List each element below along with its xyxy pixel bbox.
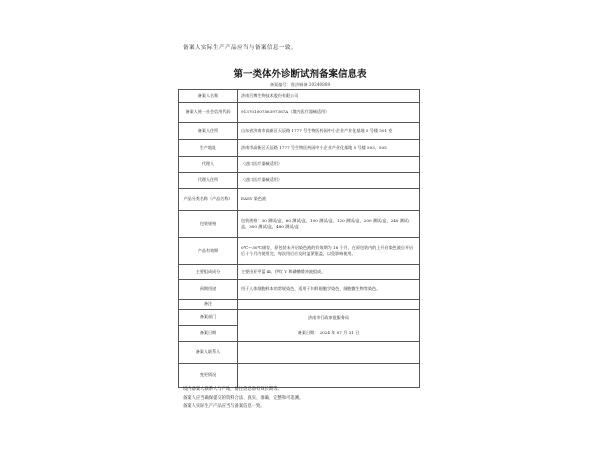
table-row-5-value: （进口医疗器械适用） [238, 157, 420, 173]
table-row-9-label: 产品有效期 [179, 238, 238, 265]
table-row-11 [179, 280, 420, 300]
table-row-11-value: 用于人体细胞样本的常规染色，适用于妇科细胞学染色、细胞微生物等染色。 [238, 280, 420, 300]
authority-dept-value: 济南市行政审批服务局 [238, 310, 420, 326]
table-row-10 [179, 265, 420, 280]
footnote-2: 备案人应当确保提交的资料合法、真实、准确、完整和可追溯。 [183, 395, 304, 401]
table-row-change-label: 变更情况 [179, 364, 238, 388]
authority-date-value: 备案日期： 2024 年 07 月 31 日 [238, 326, 420, 342]
table-row-3 [179, 123, 420, 140]
record-info-body [179, 90, 420, 388]
table-row-10-value: 主要由亚甲蓝 Ⅲ、伊红 Y 和磷酸缓冲液组成。 [238, 265, 420, 280]
table-row-4-value: 济南市高新区天辰路 1777 号生物医药园中小企业产业化基地 5 号楼 503、505 [238, 140, 420, 157]
table-row-history-label: 备案人联系人 [179, 342, 238, 364]
table-row-4-label: 生产地址 [179, 140, 238, 157]
table-row-2-value: 91370100756397387A（境内医疗器械适用） [238, 103, 420, 123]
table-row-6-value: （进口医疗器械适用） [238, 173, 420, 189]
table-row-change-value [238, 364, 420, 388]
table-row-7-value: EASY 染色液 [238, 189, 420, 211]
table-row-2-label: 备案人统一社会信用代码 [179, 103, 238, 123]
document-title: 第一类体外诊断试剂备案信息表 [233, 69, 367, 80]
table-row-9-value: 0℃～30℃储存，原包装未开启染色液的有效期为 18 个月，在原包装内的上开启染色液自开启后十个月内使用完，每次用后应及时盖紧瓶盖，以免影响使用。 [238, 238, 420, 265]
table-row-11-label: 预期用途 [179, 280, 238, 300]
table-row-6-label: 代理人住所 [179, 173, 238, 189]
table-row-7 [179, 189, 420, 211]
footnote-3: 备案人实际生产产品应当与备案信息一致。 [183, 404, 265, 409]
table-row-10-label: 主要组成成分 [179, 265, 238, 280]
table-row-8-label: 包装规格 [179, 211, 238, 238]
footnote-1: 境内备案人联系人与产地，备注信息备有效长期等。 [183, 387, 282, 392]
table-row-6 [179, 173, 420, 189]
authority-dept-label: 备案部门 [179, 310, 238, 326]
table-row-12-value [238, 300, 420, 310]
table-row-12 [179, 300, 420, 310]
table-row-history-value [238, 342, 420, 364]
table-row-2 [179, 103, 420, 123]
record-info-table [178, 89, 420, 388]
top-note: 备案人实际生产产品应当与备案信息一致。 [183, 45, 297, 51]
table-row-7-label: 产品分类名称（产品名称） [179, 189, 238, 211]
table-row-1 [179, 90, 420, 103]
table-row-3-label: 备案人住所 [179, 123, 238, 140]
table-row-change [179, 364, 420, 388]
table-row-4 [179, 140, 420, 157]
table-row-3-value: 山东省济南市高新区天辰路 1777 号生物医药园中小企业产业化基地 5 号楼 501 室 [238, 123, 420, 140]
table-row-date [179, 326, 420, 342]
table-row-1-label: 备案人名称 [179, 90, 238, 103]
record-number: 备案编号：鲁济械备 20240889 [269, 82, 331, 87]
table-row-authority [179, 310, 420, 326]
table-row-9 [179, 238, 420, 265]
table-row-5 [179, 157, 420, 173]
table-row-12-label: 备注 [179, 300, 238, 310]
table-row-5-label: 代理人 [179, 157, 238, 173]
footnotes [183, 386, 303, 412]
table-row-history [179, 342, 420, 364]
table-row-8-value: 包装规格：30 测试/盒，60 测试/盒，100 测试/盒，120 测试/盒，200 测试/盒，240 测试/盒，300 测试/盒，480 测试/盒 [238, 211, 420, 238]
table-row-8 [179, 211, 420, 238]
authority-date-label: 备案日期 [179, 326, 238, 342]
table-row-1-value: 济南百博生物技术股份有限公司 [238, 90, 420, 103]
